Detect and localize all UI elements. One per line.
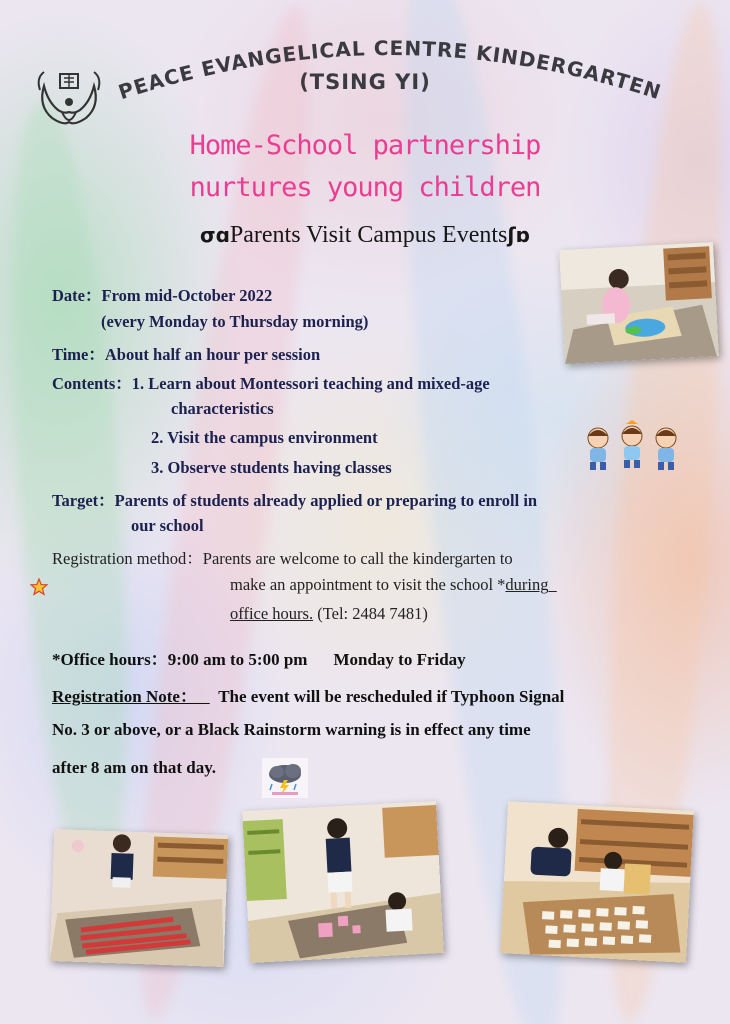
office-hours-row (52, 645, 466, 670)
target-label: Target： (52, 491, 115, 510)
registration-method-line2-text: make an appointment to visit the school * (230, 575, 506, 594)
photo-child-red-rods (50, 829, 229, 967)
registration-note-label: Registration Note： (52, 687, 197, 706)
target-value-cont: our school (131, 516, 204, 535)
during-text: during (505, 575, 549, 594)
headline-line2: nurtures young children (189, 172, 541, 203)
rainstorm-warning-icon (262, 758, 308, 798)
telephone-text: (Tel: 2484 7481) (313, 604, 428, 623)
registration-note-line1: The event will be rescheduled if Typhoon Signal (218, 687, 565, 706)
date-label: Date： (52, 286, 102, 305)
photo-children-pink-tower (242, 801, 444, 963)
photo-children-number-cards (500, 801, 694, 963)
contents-row (52, 370, 490, 394)
contents-item-1-cont: characteristics (171, 399, 274, 418)
registration-note-line2: No. 3 or above, or a Black Rainstorm warning is in effect any time (52, 720, 531, 739)
registration-method-line3 (230, 604, 428, 624)
events-title (0, 222, 730, 249)
target-row (52, 487, 537, 511)
ornament-left: σɑ (200, 223, 230, 247)
contents-item-2: 2. Visit the campus environment (151, 428, 378, 447)
date-note: (every Monday to Thursday morning) (101, 312, 369, 331)
photo-child-floor-map (559, 242, 719, 364)
registration-note-line3: after 8 am on that day. (52, 758, 217, 777)
target-value: Parents of students already applied or preparing to enroll in (114, 491, 538, 510)
registration-method-row (52, 545, 513, 569)
office-hours-text: office hours. (230, 604, 314, 623)
office-hours-label: *Office hours： (52, 650, 168, 669)
events-title-text: Parents Visit Campus Events (229, 222, 508, 248)
contents-item-3: 3. Observe students having classes (151, 458, 392, 477)
time-label: Time： (52, 345, 105, 364)
cartoon-children-icon (582, 420, 682, 474)
time-value: About half an hour per session (104, 345, 321, 364)
school-name: PEACE EVANGELICAL CENTRE KINDERGARTEN (115, 35, 665, 105)
registration-note-row (52, 682, 564, 707)
office-days: Monday to Friday (333, 650, 466, 669)
date-row (52, 282, 272, 306)
star-icon (30, 578, 48, 596)
date-value: From mid-October 2022 (101, 286, 273, 305)
contents-label: Contents： (52, 374, 132, 393)
registration-method-label: Registration method： (52, 549, 203, 568)
headline-line1: Home-School partnership (189, 130, 541, 161)
ornament-right: ʃɒ (507, 223, 530, 247)
school-branch: (TSING YI) (299, 70, 431, 94)
registration-method-line1: Parents are welcome to call the kindergarten to (202, 549, 513, 568)
registration-method-line2 (230, 575, 557, 595)
time-row (52, 341, 320, 365)
office-hours-value: 9:00 am to 5:00 pm (167, 650, 308, 669)
contents-item-1: 1. Learn about Montessori teaching and mixed-age (131, 374, 490, 393)
